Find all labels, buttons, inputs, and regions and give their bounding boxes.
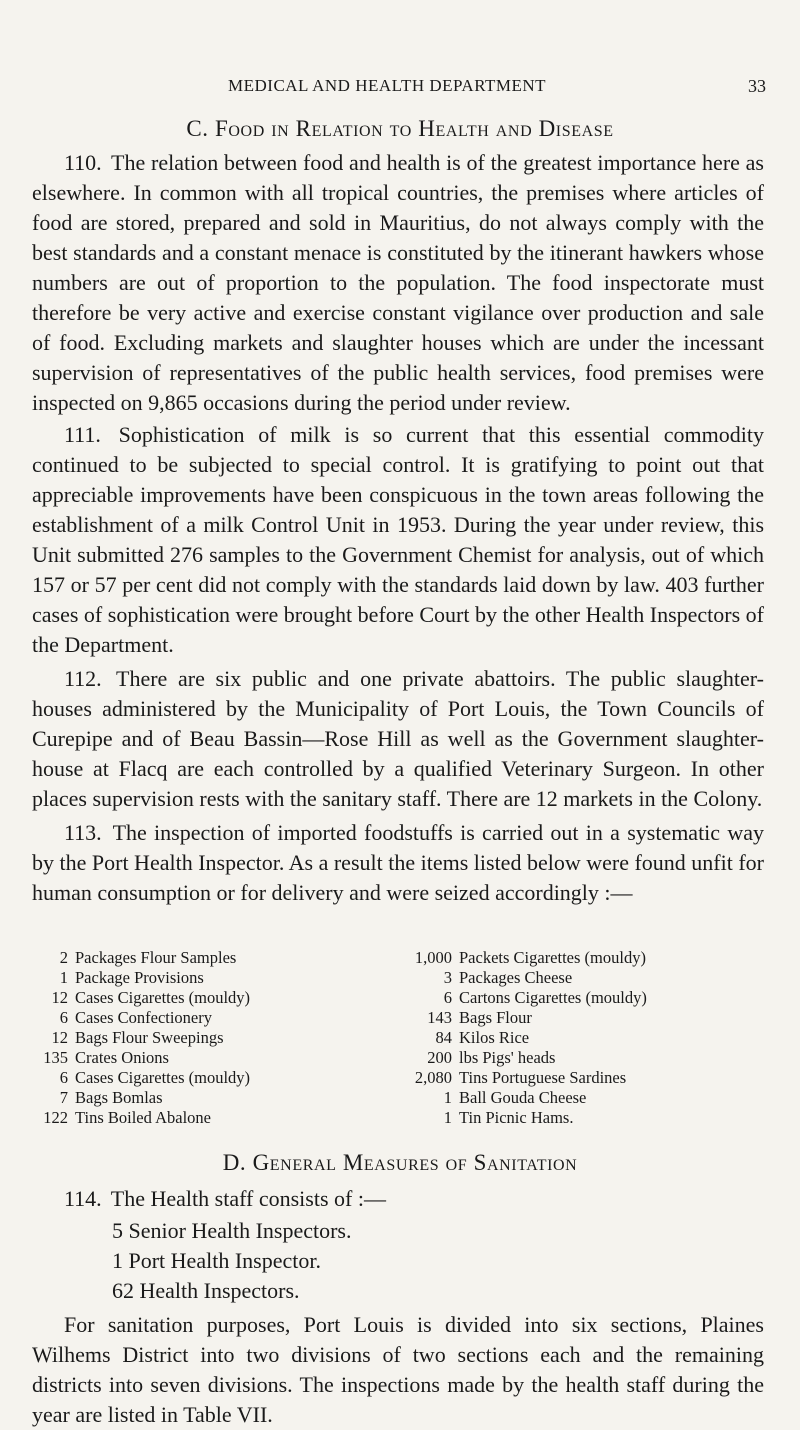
paragraph-text: The inspection of imported foodstuffs is carried out in a systematic way by the Port Health Inspector. As a result the items listed below were found unfit for human consumption or for delivery and were seized accordingly :—: [32, 820, 764, 905]
list-item: 6 Cartons Cigarettes (mouldy): [443, 988, 647, 1007]
list-item: 2,080 Tins Portuguese Sardines: [414, 1068, 627, 1087]
running-title: MEDICAL AND HEALTH DEPARTMENT: [228, 76, 547, 95]
paragraph-number: 111.: [64, 422, 101, 447]
seized-items-right-column: [400, 948, 647, 1128]
paragraph-text: There are six public and one private abattoirs. The public slaughter-houses administered by the Municipality of Port Louis, the Town Councils of Curepipe and of Beau Bassin—Rose Hill as well as the Government slaughter-house at Flacq are each controlled by a qualified Veterinary Surgeon. In other places supervision rests with the sanitary staff. There are 12 markets in the Colony.: [32, 666, 765, 811]
section-c-heading: C. Food in Relation to Health and Disease: [186, 116, 614, 141]
list-item: 122 Tins Boiled Abalone: [43, 1108, 211, 1127]
paragraph-114: [64, 1184, 764, 1214]
paragraph-112: [32, 664, 764, 814]
list-item: 1 Tin Picnic Hams.: [443, 1108, 574, 1127]
paragraph-110: [32, 148, 764, 418]
list-item: 84 Kilos Rice: [435, 1028, 530, 1047]
section-d-heading: D. General Measures of Sanitation: [222, 1150, 578, 1175]
list-item: 62 Health Inspectors.: [112, 1278, 300, 1303]
list-item: 1 Ball Gouda Cheese: [443, 1088, 587, 1107]
list-item: 12 Bags Flour Sweepings: [51, 1028, 224, 1047]
paragraph-113: [32, 818, 764, 908]
list-item: 3 Packages Cheese: [443, 968, 573, 987]
list-item: 2 Packages Flour Samples: [59, 948, 237, 967]
list-item: 135 Crates Onions: [43, 1048, 169, 1067]
paragraph-text: The Health staff consists of :—: [110, 1186, 386, 1211]
closing-paragraph: For sanitation purposes, Port Louis is divided into six sections, Plaines Wilhems District into two divisions of two sections each and the remaining districts into seven divisions. The inspections made by the health staff during the year are listed in Table VII.: [32, 1312, 764, 1427]
list-item: 6 Cases Confectionery: [59, 1008, 213, 1027]
list-item: 1,000 Packets Cigarettes (mouldy): [414, 948, 646, 967]
paragraph-number: 113.: [64, 820, 102, 845]
seized-items-left-column: [34, 948, 250, 1128]
page-number: 33: [748, 76, 766, 96]
paragraph-text: The relation between food and health is of the greatest importance here as elsewhere. In common with all tropical countries, the premises where articles of food are stored, prepared and sold in Mauritius, do not always comply with the best standards and a constant menace is constituted by the itinerant hawkers whose numbers are out of proportion to the population. The food inspectorate must therefore be very active and exercise constant vigilance over production and sale of food. Excluding markets and slaughter houses which are under the incessant supervision of representatives of the public health services, food premises were inspected on 9,865 occasions during the period under review.: [32, 150, 764, 415]
staff-list: [112, 1216, 352, 1306]
list-item: 6 Cases Cigarettes (mouldy): [59, 1068, 251, 1087]
list-item: 12 Cases Cigarettes (mouldy): [51, 988, 251, 1007]
list-item: 1 Port Health Inspector.: [112, 1248, 321, 1273]
paragraph-number: 112.: [64, 666, 102, 691]
paragraph-111: [32, 420, 764, 660]
paragraph-number: 110.: [64, 150, 102, 175]
list-item: 5 Senior Health Inspectors.: [112, 1218, 352, 1243]
paragraph-text: Sophistication of milk is so current that this essential commodity continued to be subjected to special control. It is gratifying to point out that appreciable improvements have been conspicuous in the town areas following the establishment of a milk Control Unit in 1953. During the year under review, this Unit submitted 276 samples to the Government Chemist for analysis, out of which 157 or 57 per cent did not comply with the standards laid down by law. 403 further cases of sophistication were brought before Court by the other Health Inspectors of the Department.: [32, 422, 764, 657]
list-item: 143 Bags Flour: [427, 1008, 532, 1027]
list-item: 200 lbs Pigs' heads: [427, 1048, 556, 1067]
list-item: 1 Package Provisions: [59, 968, 204, 987]
paragraph-number: 114.: [64, 1186, 102, 1211]
list-item: 7 Bags Bomlas: [59, 1088, 163, 1107]
